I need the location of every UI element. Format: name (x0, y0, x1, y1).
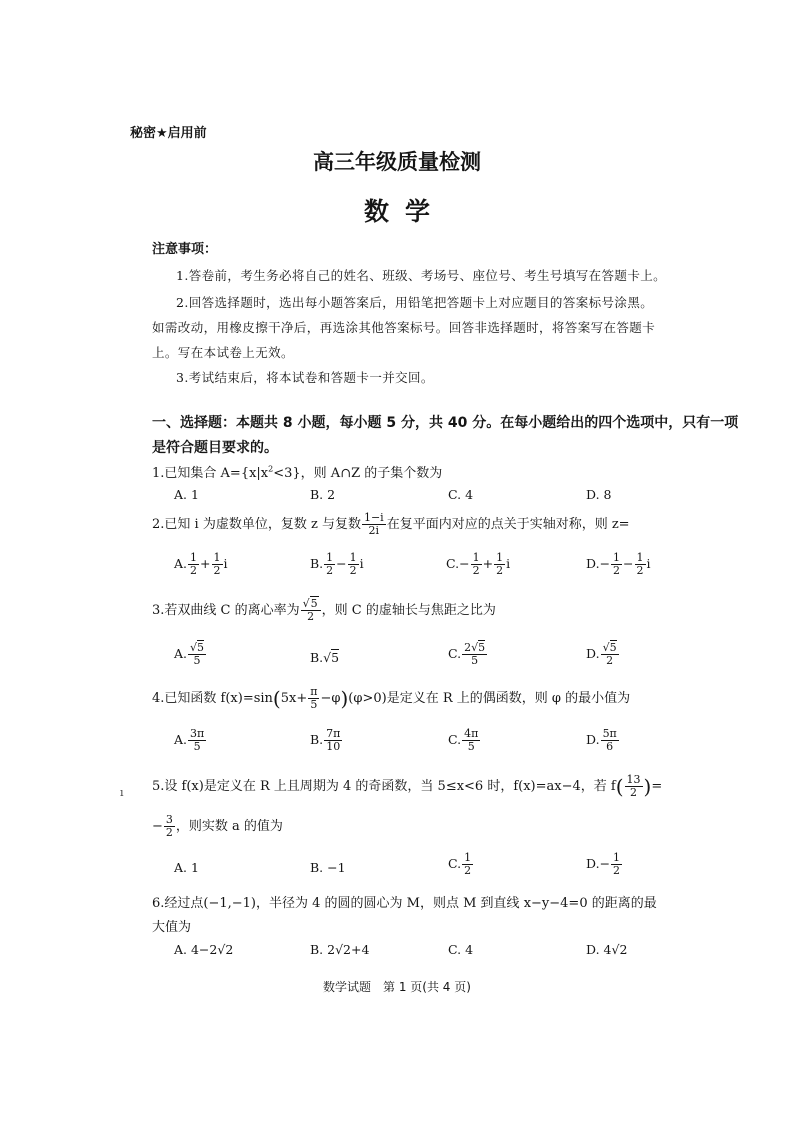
q3-stem-a: 3.若双曲线 C 的离心率为 (152, 603, 300, 619)
secret-label: 秘密★启用前 (130, 126, 207, 141)
q5-option-d: D.− $\frac{1}{2}$ (586, 851, 621, 878)
question-6: 6.经过点(−1,−1)，半径为 4 的圆的圆心为 M，则点 M 到直线 x−y−4=0 的距离的最 (152, 896, 657, 911)
margin-mark: ı (120, 786, 124, 799)
question-2 (152, 512, 630, 537)
q5-option-b: B. −1 (310, 860, 346, 875)
exam-title: 高三年级质量检测 (313, 150, 481, 174)
q2-fraction: $\frac{1-i}{2i}$ (363, 511, 384, 538)
q1-option-d: D. 8 (586, 487, 612, 502)
q4-stem-mid: (φ>0)是定义在 R 上的偶函数，则 φ 的最小值为 (348, 691, 631, 707)
q5-option-a: A. 1 (174, 860, 199, 875)
q2-stem-a: 2.已知 i 为虚数单位，复数 z 与复数 (152, 517, 361, 533)
notice-item-2: 2.回答选择题时，选出每小题答案后，用铅笔把答题卡上对应题目的答案标号涂黑。 (176, 295, 654, 310)
notice-item-3: 3.考试结束后，将本试卷和答题卡一并交回。 (176, 370, 434, 385)
q1-exponent: 2 (268, 464, 274, 474)
q1-stem-a: 1.已知集合 A={x|x (152, 466, 269, 481)
q2-option-b: B. $\frac{1}{2}$ − $\frac{1}{2}$ i (310, 551, 364, 578)
question-3 (152, 598, 496, 623)
q4-option-d: D. $\frac{5\pi}{6}$ (586, 727, 617, 754)
q2-option-d: D.− $\frac{1}{2}$ − $\frac{1}{2}$ i (586, 551, 651, 578)
q3-fraction: $\frac{√5}{2}$ (301, 598, 321, 623)
q2-stem-b: 在复平面内对应的点关于实轴对称，则 z= (386, 517, 630, 533)
question-5: 5.设 f(x)是定义在 R 上且周期为 4 的奇函数，当 5≤x<6 时，f(x)=ax−4，若 f( $\frac{13}{2}$ )= (152, 773, 663, 800)
q5-stem-c: ，则实数 a 的值为 (175, 819, 283, 835)
q4-stem-a: 4.已知函数 f(x)=sin (152, 691, 273, 707)
q3-option-b: B.√5 (310, 650, 340, 665)
notice-title: 注意事项： (152, 242, 218, 257)
q5-equals: = (651, 779, 663, 795)
q4-option-b: B. $\frac{7\pi}{10}$ (310, 727, 341, 754)
q6-option-d: D. 4√2 (586, 942, 628, 957)
notice-item-2-end: 上。写在本试卷上无效。 (152, 345, 294, 360)
q3-option-c: C. $\frac{2√5}{5}$ (448, 641, 486, 668)
q6-option-a: A. 4−2√2 (174, 942, 234, 957)
q1-option-c: C. 4 (448, 487, 474, 502)
q1-stem-b: <3}，则 A∩Z 的子集个数为 (273, 466, 443, 481)
q2-option-c: C.− $\frac{1}{2}$ + $\frac{1}{2}$ i (446, 551, 511, 578)
section-heading: 一、选择题：本题共 8 小题，每小题 5 分，共 40 分。在每小题给出的四个选项中，只有一项 (152, 415, 739, 431)
q3-stem-b: ，则 C 的虚轴长与焦距之比为 (321, 603, 496, 619)
q4-option-a: A. $\frac{3\pi}{5}$ (174, 727, 205, 754)
subject-title: 数学 (363, 197, 446, 226)
question-6-cont: 大值为 (152, 920, 192, 935)
q1-option-b: B. 2 (310, 487, 336, 502)
q1-option-a: A. 1 (174, 487, 199, 502)
question-1 (152, 462, 442, 481)
question-5-cont: − $\frac{3}{2}$ ，则实数 a 的值为 (152, 813, 283, 840)
page-footer: 数学试题 第 1 页(共 4 页) (323, 980, 471, 994)
q3-option-a: A. $\frac{√5}{5}$ (174, 641, 205, 668)
q6-option-b: B. 2√2+4 (310, 942, 370, 957)
q6-option-c: C. 4 (448, 942, 474, 957)
q4-option-c: C. $\frac{4\pi}{5}$ (448, 727, 479, 754)
q2-option-a: A. $\frac{1}{2}$ + $\frac{1}{2}$ i (174, 551, 228, 578)
notice-item-1: 1.答卷前，考生务必将自己的姓名、班级、考场号、座位号、考生号填写在答题卡上。 (176, 268, 667, 283)
q3-option-d: D. $\frac{√5}{2}$ (586, 641, 617, 668)
q5-stem-a: 5.设 f(x)是定义在 R 上且周期为 4 的奇函数，当 5≤x<6 时，f(x)=ax−4，若 f (152, 779, 616, 795)
section-heading-cont: 是符合题目要求的。 (152, 440, 278, 456)
question-4: 4.已知函数 f(x)=sin(5x+ $\frac{\pi}{5}$ −φ)(φ>0)是定义在 R 上的偶函数，则 φ 的最小值为 (152, 685, 631, 712)
notice-item-2-cont: 如需改动，用橡皮擦干净后，再选涂其他答案标号。回答非选择题时，将答案写在答题卡 (152, 320, 656, 335)
q5-option-c: C. $\frac{1}{2}$ (448, 851, 472, 878)
